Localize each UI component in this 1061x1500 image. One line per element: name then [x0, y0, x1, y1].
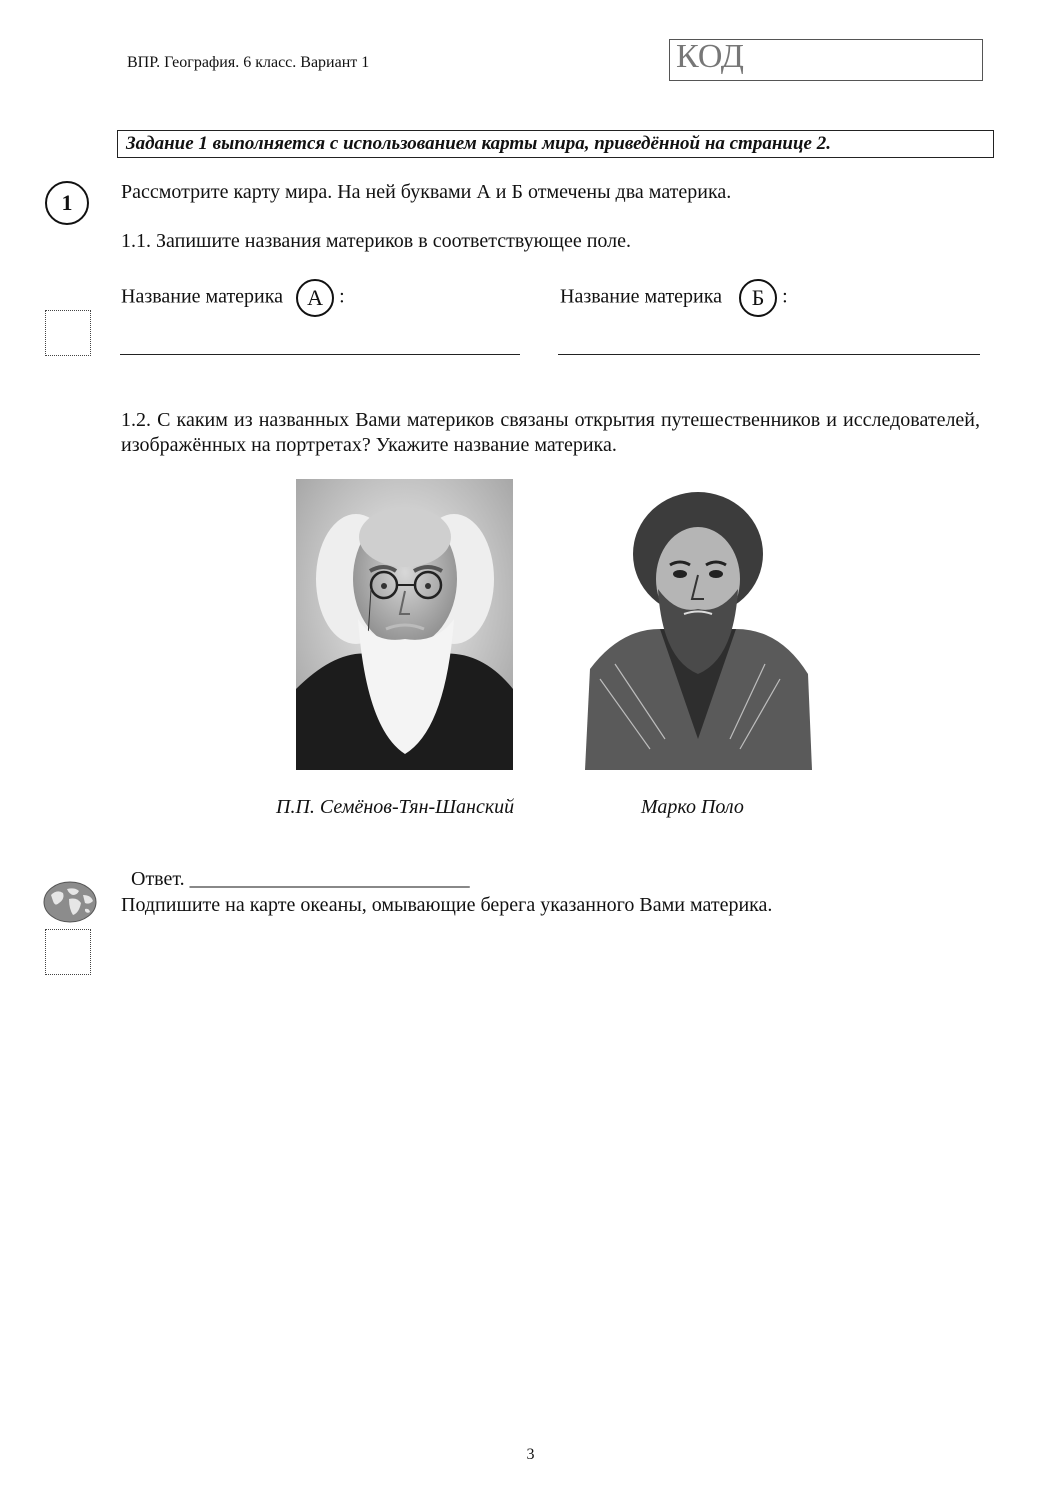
letter-b-circle: Б: [739, 279, 777, 317]
score-box-1[interactable]: [45, 310, 91, 356]
continent-label-b-row: [560, 279, 788, 317]
task-intro: Рассмотрите карту мира. На ней буквами А и Б отмечены два материка.: [121, 181, 732, 203]
answer-line[interactable]: ____________________________: [189, 868, 470, 890]
portrait-semenov-image: [296, 479, 513, 770]
colon-b: :: [782, 285, 788, 308]
map-task: Подпишите на карте океаны, омывающие берега указанного Вами материка.: [121, 894, 773, 916]
caption-marco-polo: Марко Поло: [641, 796, 744, 818]
score-box-2[interactable]: [45, 929, 91, 975]
colon-a: :: [339, 285, 345, 308]
answer-label: Ответ.: [131, 868, 190, 890]
code-box[interactable]: [669, 39, 983, 81]
continent-label-a-row: [121, 279, 345, 317]
portrait-marco-polo: [580, 479, 816, 770]
portrait-marco-polo-image: [580, 479, 816, 770]
globe-icon: [43, 881, 97, 923]
code-label: КОД: [676, 38, 744, 75]
question-1-1: 1.1. Запишите названия материков в соответствующее поле.: [121, 230, 631, 252]
page-number: 3: [526, 1446, 535, 1463]
letter-a-circle: А: [296, 279, 334, 317]
question-1-2: 1.2. С каким из названных Вами материков связаны открытия путешественников и исследователей, изображённых на портретах? Укажите название материка.: [121, 409, 980, 456]
answer-row[interactable]: [121, 845, 470, 891]
continent-label-a: Название материка: [121, 285, 284, 308]
task-number-circle: 1: [45, 181, 89, 225]
answer-line-a[interactable]: [120, 354, 520, 355]
task-instruction: Задание 1 выполняется с использованием карты мира, приведённой на странице 2.: [117, 130, 994, 158]
continent-label-b: Название материка: [560, 285, 723, 308]
caption-semenov: П.П. Семёнов-Тян-Шанский: [276, 796, 515, 818]
header-title: ВПР. География. 6 класс. Вариант 1: [127, 54, 370, 71]
answer-line-b[interactable]: [558, 354, 980, 355]
portrait-semenov: [296, 479, 513, 770]
